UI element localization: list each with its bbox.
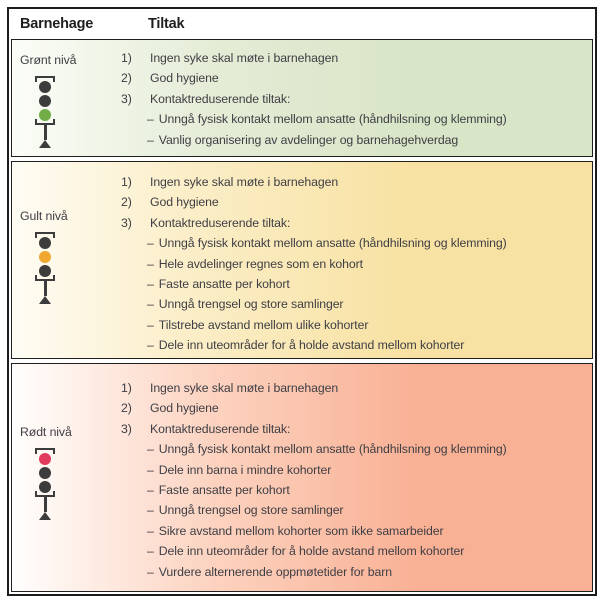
- item-number: 2): [121, 401, 132, 416]
- dash: –: [147, 112, 154, 127]
- dash: –: [147, 317, 154, 332]
- lamp-top: [39, 237, 51, 249]
- section-red-level: [11, 363, 593, 592]
- dash: –: [147, 256, 154, 271]
- item-number: 2): [121, 195, 132, 210]
- numbered-measure-item: [121, 398, 592, 418]
- levels-table: [7, 7, 597, 596]
- red-level-label: Rødt nivå: [20, 425, 72, 439]
- numbered-measure-item: [121, 419, 592, 439]
- item-text: Ingen syke skal møte i barnehagen: [150, 51, 339, 65]
- column-header-tiltak: Tiltak: [148, 16, 185, 32]
- item-text: God hygiene: [150, 401, 219, 416]
- item-number: 1): [121, 51, 132, 65]
- subitem-text: Tilstrebe avstand mellom ulike kohorter: [158, 317, 369, 332]
- dash: –: [147, 483, 154, 498]
- subitem-text: Dele inn uteområder for å holde avstand mellom kohorter: [158, 544, 465, 559]
- item-text: Kontaktreduserende tiltak:: [150, 91, 291, 106]
- item-text: Ingen syke skal møte i barnehagen: [150, 175, 339, 189]
- subitem-text: Unngå fysisk kontakt mellom ansatte (håndhilsning og klemming): [158, 442, 507, 457]
- numbered-measure-item: [121, 213, 592, 233]
- traffic-light-pole: [44, 281, 47, 296]
- lamp-top: [39, 81, 51, 93]
- sections-container: [11, 39, 593, 592]
- subitem-text: Faste ansatte per kohort: [158, 483, 290, 498]
- numbered-measure-item: [121, 172, 592, 192]
- dash-measure-item: [147, 335, 592, 355]
- traffic-light-base: [39, 512, 51, 520]
- dash-measure-item: [147, 562, 592, 582]
- table-header: [9, 9, 595, 39]
- traffic-light-pole: [44, 125, 47, 140]
- item-number: 2): [121, 71, 132, 86]
- subitem-text: Unngå fysisk kontakt mellom ansatte (håndhilsning og klemming): [158, 236, 507, 251]
- dash: –: [147, 564, 154, 579]
- dash-measure-item: [147, 480, 592, 500]
- lamp-middle: [39, 95, 51, 107]
- item-text: God hygiene: [150, 71, 219, 86]
- dash-measure-item: [147, 541, 592, 561]
- traffic-light-red-icon: [32, 448, 58, 520]
- item-text: God hygiene: [150, 195, 219, 210]
- dash-measure-item: [147, 294, 592, 314]
- traffic-light-pole: [44, 497, 47, 512]
- dash: –: [147, 338, 154, 353]
- yellow-level-cell: [12, 162, 121, 358]
- lamp-top-red: [39, 453, 51, 465]
- dash-measure-item: [147, 460, 592, 480]
- subitem-text: Sikre avstand mellom kohorter som ikke samarbeider: [158, 523, 444, 538]
- item-number: 3): [121, 421, 132, 436]
- item-text: Kontaktreduserende tiltak:: [150, 215, 291, 230]
- item-number: 1): [121, 381, 132, 395]
- dash: –: [147, 297, 154, 312]
- dash-measure-item: [147, 233, 592, 253]
- traffic-light-green-icon: [32, 76, 58, 148]
- traffic-light-base: [39, 140, 51, 148]
- lamp-middle: [39, 467, 51, 479]
- subitem-text: Dele inn barna i mindre kohorter: [158, 462, 332, 477]
- dash-measure-item: [147, 274, 592, 294]
- green-measures-list: [121, 40, 592, 156]
- item-number: 1): [121, 175, 132, 189]
- subitem-text: Hele avdelinger regnes som en kohort: [158, 256, 363, 271]
- dash: –: [147, 544, 154, 559]
- section-yellow-level: [11, 161, 593, 359]
- green-level-cell: [12, 40, 121, 156]
- dash: –: [147, 523, 154, 538]
- traffic-light-yellow-icon: [32, 232, 58, 304]
- dash-measure-item: [147, 254, 592, 274]
- numbered-measure-item: [121, 192, 592, 212]
- numbered-measure-item: [121, 89, 592, 109]
- dash-measure-item: [147, 500, 592, 520]
- dash: –: [147, 277, 154, 292]
- yellow-level-label: Gult nivå: [20, 209, 68, 223]
- dash-measure-item: [147, 109, 592, 129]
- subitem-text: Vurdere alternerende oppmøtetider for barn: [158, 564, 392, 579]
- red-measures-list: [121, 364, 592, 591]
- green-level-label: Grønt nivå: [20, 53, 77, 67]
- subitem-text: Unngå trengsel og store samlinger: [158, 503, 344, 518]
- dash-measure-item: [147, 315, 592, 335]
- traffic-light-base: [39, 296, 51, 304]
- section-green-level: [11, 39, 593, 157]
- lamp-middle-amber: [39, 251, 51, 263]
- dash: –: [147, 132, 154, 147]
- numbered-measure-item: [121, 68, 592, 88]
- subitem-text: Dele inn uteområder for å holde avstand mellom kohorter: [158, 338, 465, 353]
- red-level-cell: [12, 364, 121, 591]
- item-number: 3): [121, 91, 132, 106]
- dash-measure-item: [147, 521, 592, 541]
- dash-measure-item: [147, 130, 592, 150]
- dash: –: [147, 503, 154, 518]
- numbered-measure-item: [121, 48, 592, 68]
- dash: –: [147, 442, 154, 457]
- subitem-text: Vanlig organisering av avdelinger og barnehagehverdag: [158, 132, 459, 147]
- item-text: Kontaktreduserende tiltak:: [150, 421, 291, 436]
- item-text: Ingen syke skal møte i barnehagen: [150, 381, 339, 395]
- numbered-measure-item: [121, 378, 592, 398]
- dash: –: [147, 462, 154, 477]
- subitem-text: Unngå fysisk kontakt mellom ansatte (håndhilsning og klemming): [158, 112, 507, 127]
- dash-measure-item: [147, 439, 592, 459]
- item-number: 3): [121, 215, 132, 230]
- dash: –: [147, 236, 154, 251]
- subitem-text: Unngå trengsel og store samlinger: [158, 297, 344, 312]
- column-header-barnehage: Barnehage: [20, 16, 94, 32]
- yellow-measures-list: [121, 162, 592, 358]
- subitem-text: Faste ansatte per kohort: [158, 277, 290, 292]
